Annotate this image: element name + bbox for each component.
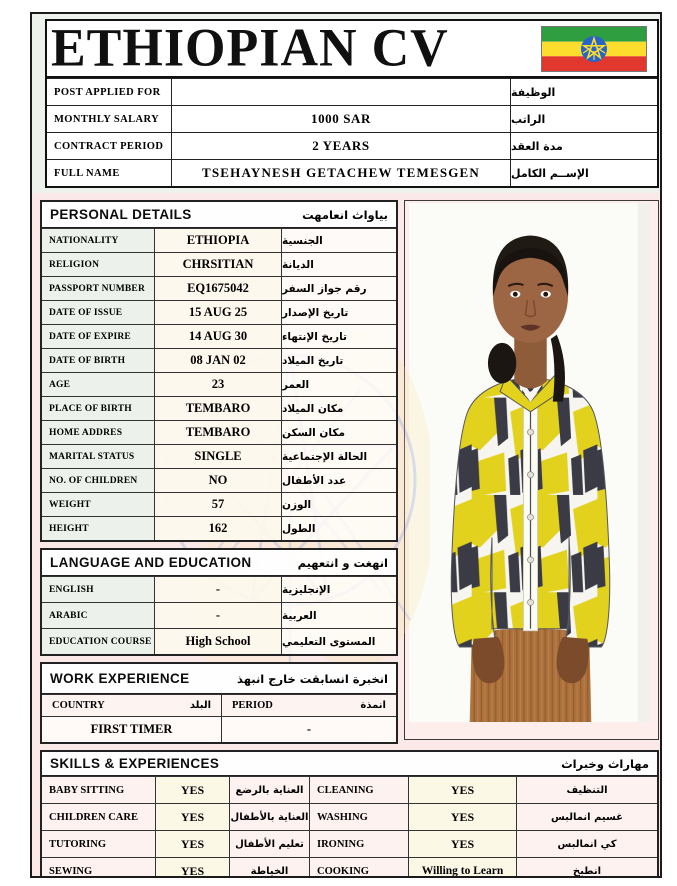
- field-arabic-label: تاريخ الإصدار: [282, 301, 396, 324]
- field-arabic-label: الحالة الإجتماعية: [282, 445, 396, 468]
- language-education-section: [40, 548, 398, 656]
- field-label: WEIGHT: [42, 493, 155, 516]
- field-arabic-label: تاريخ الميلاد: [282, 349, 396, 372]
- table-row: [42, 716, 396, 742]
- column-label-arabic: البلد: [189, 700, 211, 711]
- field-value: 57: [155, 493, 282, 516]
- table-row: [42, 228, 396, 252]
- field-value: 14 AUG 30: [155, 325, 282, 348]
- field-arabic-label: الوظيفة: [510, 79, 657, 105]
- field-label: ENGLISH: [42, 577, 155, 602]
- work-experience-columns: [42, 694, 396, 716]
- header-row-post: [47, 78, 657, 105]
- period-column-header: [222, 695, 396, 716]
- field-label: AGE: [42, 373, 155, 396]
- section-title: SKILLS & EXPERIENCES: [50, 756, 220, 771]
- field-value: CHRSITIAN: [155, 253, 282, 276]
- skill-label: TUTORING: [42, 831, 156, 857]
- skill-value: YES: [409, 777, 517, 803]
- section-title-arabic: مهاراث وخبراث: [561, 756, 649, 771]
- field-arabic-label: مدة العقد: [510, 133, 657, 159]
- table-row: [42, 444, 396, 468]
- table-row: [42, 602, 396, 628]
- personal-details-header: [42, 202, 396, 228]
- field-label: PLACE OF BIRTH: [42, 397, 155, 420]
- skill-arabic-label: العناية بالأطفال: [230, 804, 310, 830]
- field-arabic-label: الراتب: [510, 106, 657, 132]
- section-title-arabic: بياواث انعامهت: [302, 207, 388, 222]
- cv-page-frame: [30, 12, 662, 878]
- section-title: LANGUAGE AND EDUCATION: [50, 555, 252, 570]
- skills-section: [40, 750, 659, 878]
- title-row: [47, 18, 657, 78]
- table-row: [42, 628, 396, 654]
- field-arabic-label: تاريخ الإنتهاء: [282, 325, 396, 348]
- field-value: High School: [155, 629, 282, 654]
- work-experience-header: [42, 664, 396, 694]
- skill-arabic-label: تعليم الأطفال: [230, 831, 310, 857]
- field-value: TEMBARO: [155, 421, 282, 444]
- country-value: FIRST TIMER: [42, 717, 222, 742]
- field-arabic-label: الإنجليزية: [282, 577, 396, 602]
- field-label: NATIONALITY: [42, 229, 155, 252]
- applicant-photo: [409, 203, 651, 722]
- skill-label: BABY SITTING: [42, 777, 156, 803]
- field-value: EQ1675042: [155, 277, 282, 300]
- field-label: POST APPLIED FOR: [47, 79, 172, 105]
- column-label: PERIOD: [232, 700, 273, 711]
- table-row: [42, 396, 396, 420]
- field-arabic-label: الإســم الكامل: [510, 160, 657, 186]
- skill-label: COOKING: [310, 858, 409, 878]
- section-title: WORK EXPERIENCE: [50, 671, 190, 686]
- personal-details-section: [40, 200, 398, 542]
- skill-value: Willing to Learn: [409, 858, 517, 878]
- language-education-header: [42, 550, 396, 576]
- table-row: [42, 803, 657, 830]
- skill-label: WASHING: [310, 804, 409, 830]
- table-row: [42, 576, 396, 602]
- field-arabic-label: الديانة: [282, 253, 396, 276]
- field-label: PASSPORT NUMBER: [42, 277, 155, 300]
- field-value: NO: [155, 469, 282, 492]
- skill-arabic-label: التنظيف: [517, 777, 657, 803]
- field-value: TEMBARO: [155, 397, 282, 420]
- table-row: [42, 276, 396, 300]
- field-value: -: [155, 577, 282, 602]
- skill-label: CHILDREN CARE: [42, 804, 156, 830]
- ethiopia-flag-icon: [541, 26, 647, 72]
- field-arabic-label: العمر: [282, 373, 396, 396]
- table-row: [42, 857, 657, 878]
- skill-value: YES: [156, 858, 230, 878]
- table-row: [42, 300, 396, 324]
- table-row: [42, 776, 657, 803]
- header-row-fullname: [47, 159, 657, 186]
- skill-label: SEWING: [42, 858, 156, 878]
- table-row: [42, 492, 396, 516]
- skill-value: YES: [409, 831, 517, 857]
- field-arabic-label: مكان الميلاد: [282, 397, 396, 420]
- left-column: [40, 200, 398, 750]
- skill-arabic-label: غسيم انمالبس: [517, 804, 657, 830]
- header-row-salary: [47, 105, 657, 132]
- field-arabic-label: مكان السكن: [282, 421, 396, 444]
- field-label: MONTHLY SALARY: [47, 106, 172, 132]
- field-arabic-label: العربية: [282, 603, 396, 628]
- field-value: 23: [155, 373, 282, 396]
- column-label-arabic: انمذة: [360, 700, 386, 711]
- skill-label: CLEANING: [310, 777, 409, 803]
- field-label: HOME ADDRES: [42, 421, 155, 444]
- section-title-arabic: انهغت و انتعهيم: [297, 555, 388, 570]
- table-row: [42, 324, 396, 348]
- section-title: PERSONAL DETAILS: [50, 207, 192, 222]
- field-value: 162: [155, 517, 282, 540]
- field-arabic-label: الجنسية: [282, 229, 396, 252]
- skills-header: [42, 752, 657, 776]
- applicant-photo-frame: [404, 200, 659, 740]
- field-label: CONTRACT PERIOD: [47, 133, 172, 159]
- applicant-full-name: TSEHAYNESH GETACHEW TEMESGEN: [201, 165, 481, 180]
- field-label: ARABIC: [42, 603, 155, 628]
- field-value: 08 JAN 02: [155, 349, 282, 372]
- field-label: FULL NAME: [47, 160, 172, 186]
- column-label: COUNTRY: [52, 700, 105, 711]
- skill-arabic-label: انطبخ: [517, 858, 657, 878]
- field-value: -: [155, 603, 282, 628]
- field-label: HEIGHT: [42, 517, 155, 540]
- section-title-arabic: انخبرة انسابقت خارج انبهذ: [237, 671, 388, 686]
- table-row: [42, 252, 396, 276]
- field-label: DATE OF ISSUE: [42, 301, 155, 324]
- table-row: [42, 830, 657, 857]
- skill-value: YES: [156, 804, 230, 830]
- skill-value: YES: [156, 777, 230, 803]
- field-arabic-label: الطول: [282, 517, 396, 540]
- field-label: MARITAL STATUS: [42, 445, 155, 468]
- table-row: [42, 372, 396, 396]
- header-block: [45, 19, 659, 188]
- skill-label: IRONING: [310, 831, 409, 857]
- header-area: [32, 14, 660, 193]
- skill-arabic-label: كي انمالبس: [517, 831, 657, 857]
- skill-value: YES: [156, 831, 230, 857]
- work-experience-section: [40, 662, 398, 744]
- field-value: 15 AUG 25: [155, 301, 282, 324]
- field-label: EDUCATION COURSE: [42, 629, 155, 654]
- field-arabic-label: عدد الأطفال: [282, 469, 396, 492]
- field-value: 2 YEARS: [312, 138, 370, 153]
- field-label: RELIGION: [42, 253, 155, 276]
- table-row: [42, 420, 396, 444]
- page-title: ETHIOPIAN CV: [51, 18, 449, 78]
- field-arabic-label: المستوى التعليمي: [282, 629, 396, 654]
- table-row: [42, 516, 396, 540]
- main-area: [32, 193, 660, 878]
- field-value: SINGLE: [155, 445, 282, 468]
- field-value: ETHIOPIA: [155, 229, 282, 252]
- table-row: [42, 468, 396, 492]
- field-value: 1000 SAR: [310, 111, 372, 126]
- skill-arabic-label: الخياطة: [230, 858, 310, 878]
- field-arabic-label: الوزن: [282, 493, 396, 516]
- period-value: -: [222, 717, 396, 742]
- field-label: DATE OF BIRTH: [42, 349, 155, 372]
- table-row: [42, 348, 396, 372]
- field-label: NO. OF CHILDREN: [42, 469, 155, 492]
- header-row-contract: [47, 132, 657, 159]
- skill-arabic-label: العناية بالرضع: [230, 777, 310, 803]
- field-value: [172, 79, 510, 105]
- skill-value: YES: [409, 804, 517, 830]
- country-column-header: [42, 695, 222, 716]
- field-label: DATE OF EXPIRE: [42, 325, 155, 348]
- field-arabic-label: رقم جواز السفر: [282, 277, 396, 300]
